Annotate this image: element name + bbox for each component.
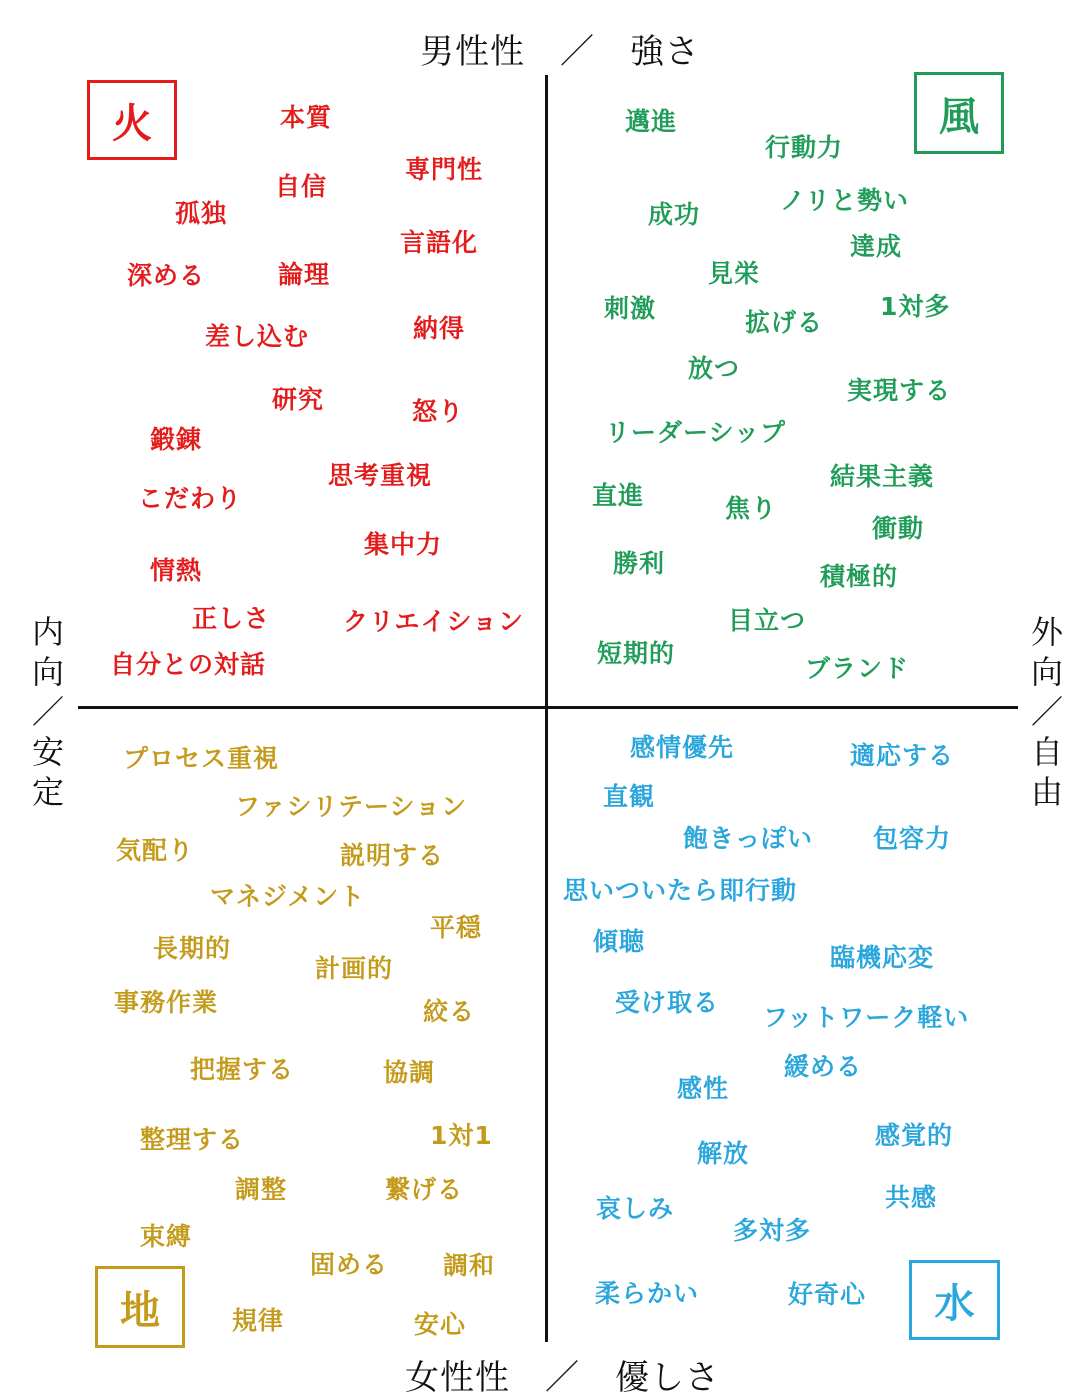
earth-word: 長期的 [153,934,232,963]
wind-word: 放つ [688,354,741,383]
fire-word: 深める [127,261,206,290]
water-word: 思いついたら即行動 [563,876,798,905]
wind-word: 短期的 [597,639,676,668]
wind-word: 見栄 [708,259,761,288]
wind-word: 実現する [847,376,952,405]
earth-word: 繋げる [385,1175,464,1204]
earth-word: 平穏 [430,913,483,942]
bottom-axis-label: 女性性 ／ 優しさ [405,1358,720,1398]
water-word: 感情優先 [630,733,735,762]
earth-word: 固める [310,1250,389,1279]
wind-word: 拡げる [745,308,824,337]
water-word: 受け取る [615,988,720,1017]
fire-word: 言語化 [400,228,479,257]
water-word: 感性 [677,1074,730,1103]
wind-word: 行動力 [765,133,844,162]
fire-word: 自信 [275,172,328,201]
fire-word: 自分との対話 [110,650,267,679]
fire-word: 孤独 [175,199,228,228]
water-word: 哀しみ [596,1194,675,1223]
fire-word: 研究 [272,385,325,414]
fire-word: 差し込む [205,322,310,351]
water-word: フットワーク軽い [763,1003,970,1032]
earth-word: 協調 [383,1058,436,1087]
wind-word: ノリと勢い [780,186,910,215]
water-word: 多対多 [733,1216,812,1245]
earth-word: 束縛 [140,1222,193,1251]
fire-word: 鍛錬 [150,425,203,454]
water-word: 直観 [603,782,656,811]
water-word: 感覚的 [875,1121,954,1150]
right-axis-label: 外 向 ／ 自 由 [1030,613,1063,811]
earth-word: 把握する [190,1055,295,1084]
wind-word: リーダーシップ [605,418,787,447]
earth-word: ファシリテーション [235,792,468,821]
earth-word: 安心 [414,1310,467,1339]
earth-word: 1対1 [430,1121,493,1150]
wind-word: 成功 [648,200,701,229]
wind-word: 1対多 [880,292,951,321]
wind-word: 勝利 [613,549,666,578]
earth-word: 絞る [423,997,476,1026]
wind-word: 邁進 [625,107,678,136]
fire-word: 論理 [278,260,331,289]
fire-word: 集中力 [364,530,443,559]
earth-word: 気配り [116,836,195,865]
water-word: 傾聴 [593,927,646,956]
water-word: 臨機応変 [830,943,935,972]
water-word: 飽きっぽい [683,824,814,853]
fire-word: クリエイション [343,607,525,636]
earth-word: 計画的 [315,954,394,983]
water-word: 適応する [850,741,955,770]
fire-word: 正しさ [192,604,271,633]
wind-word: 焦り [725,494,778,523]
wind-word: 達成 [850,232,903,261]
fire-word: 怒り [412,397,465,426]
earth-word: 調整 [235,1175,288,1204]
earth-word: プロセス重視 [123,744,280,773]
fire-word: 本質 [280,103,333,132]
fire-word: 情熱 [150,556,203,585]
wind-word: 積極的 [820,562,899,591]
water-word: 共感 [885,1183,938,1212]
wind-quadrant-badge: 風 [914,72,1004,154]
earth-word: マネジメント [210,882,366,911]
water-word: 解放 [697,1139,750,1168]
earth-word: 事務作業 [114,988,219,1017]
wind-word: 目立つ [728,606,807,635]
fire-word: 専門性 [405,155,484,184]
horizontal-axis-line [78,706,1018,709]
wind-word: 刺激 [604,294,657,323]
water-quadrant-badge: 水 [909,1260,1000,1340]
top-axis-label: 男性性 ／ 強さ [420,32,700,72]
wind-word: ブランド [805,654,910,683]
earth-quadrant-badge: 地 [95,1266,185,1348]
fire-quadrant-badge: 火 [87,80,177,160]
fire-word: こだわり [138,484,243,513]
wind-word: 直進 [592,481,645,510]
wind-word: 結果主義 [830,462,935,491]
earth-word: 整理する [140,1125,245,1154]
water-word: 柔らかい [595,1279,700,1308]
water-word: 包容力 [873,824,952,853]
fire-word: 思考重視 [328,461,433,490]
earth-word: 規律 [232,1306,285,1335]
left-axis-label: 内 向 ／ 安 定 [31,613,64,811]
earth-word: 調和 [443,1251,496,1280]
earth-word: 説明する [340,841,445,870]
fire-word: 納得 [413,314,466,343]
water-word: 好奇心 [788,1280,867,1309]
wind-word: 衝動 [872,514,925,543]
water-word: 緩める [784,1052,863,1081]
